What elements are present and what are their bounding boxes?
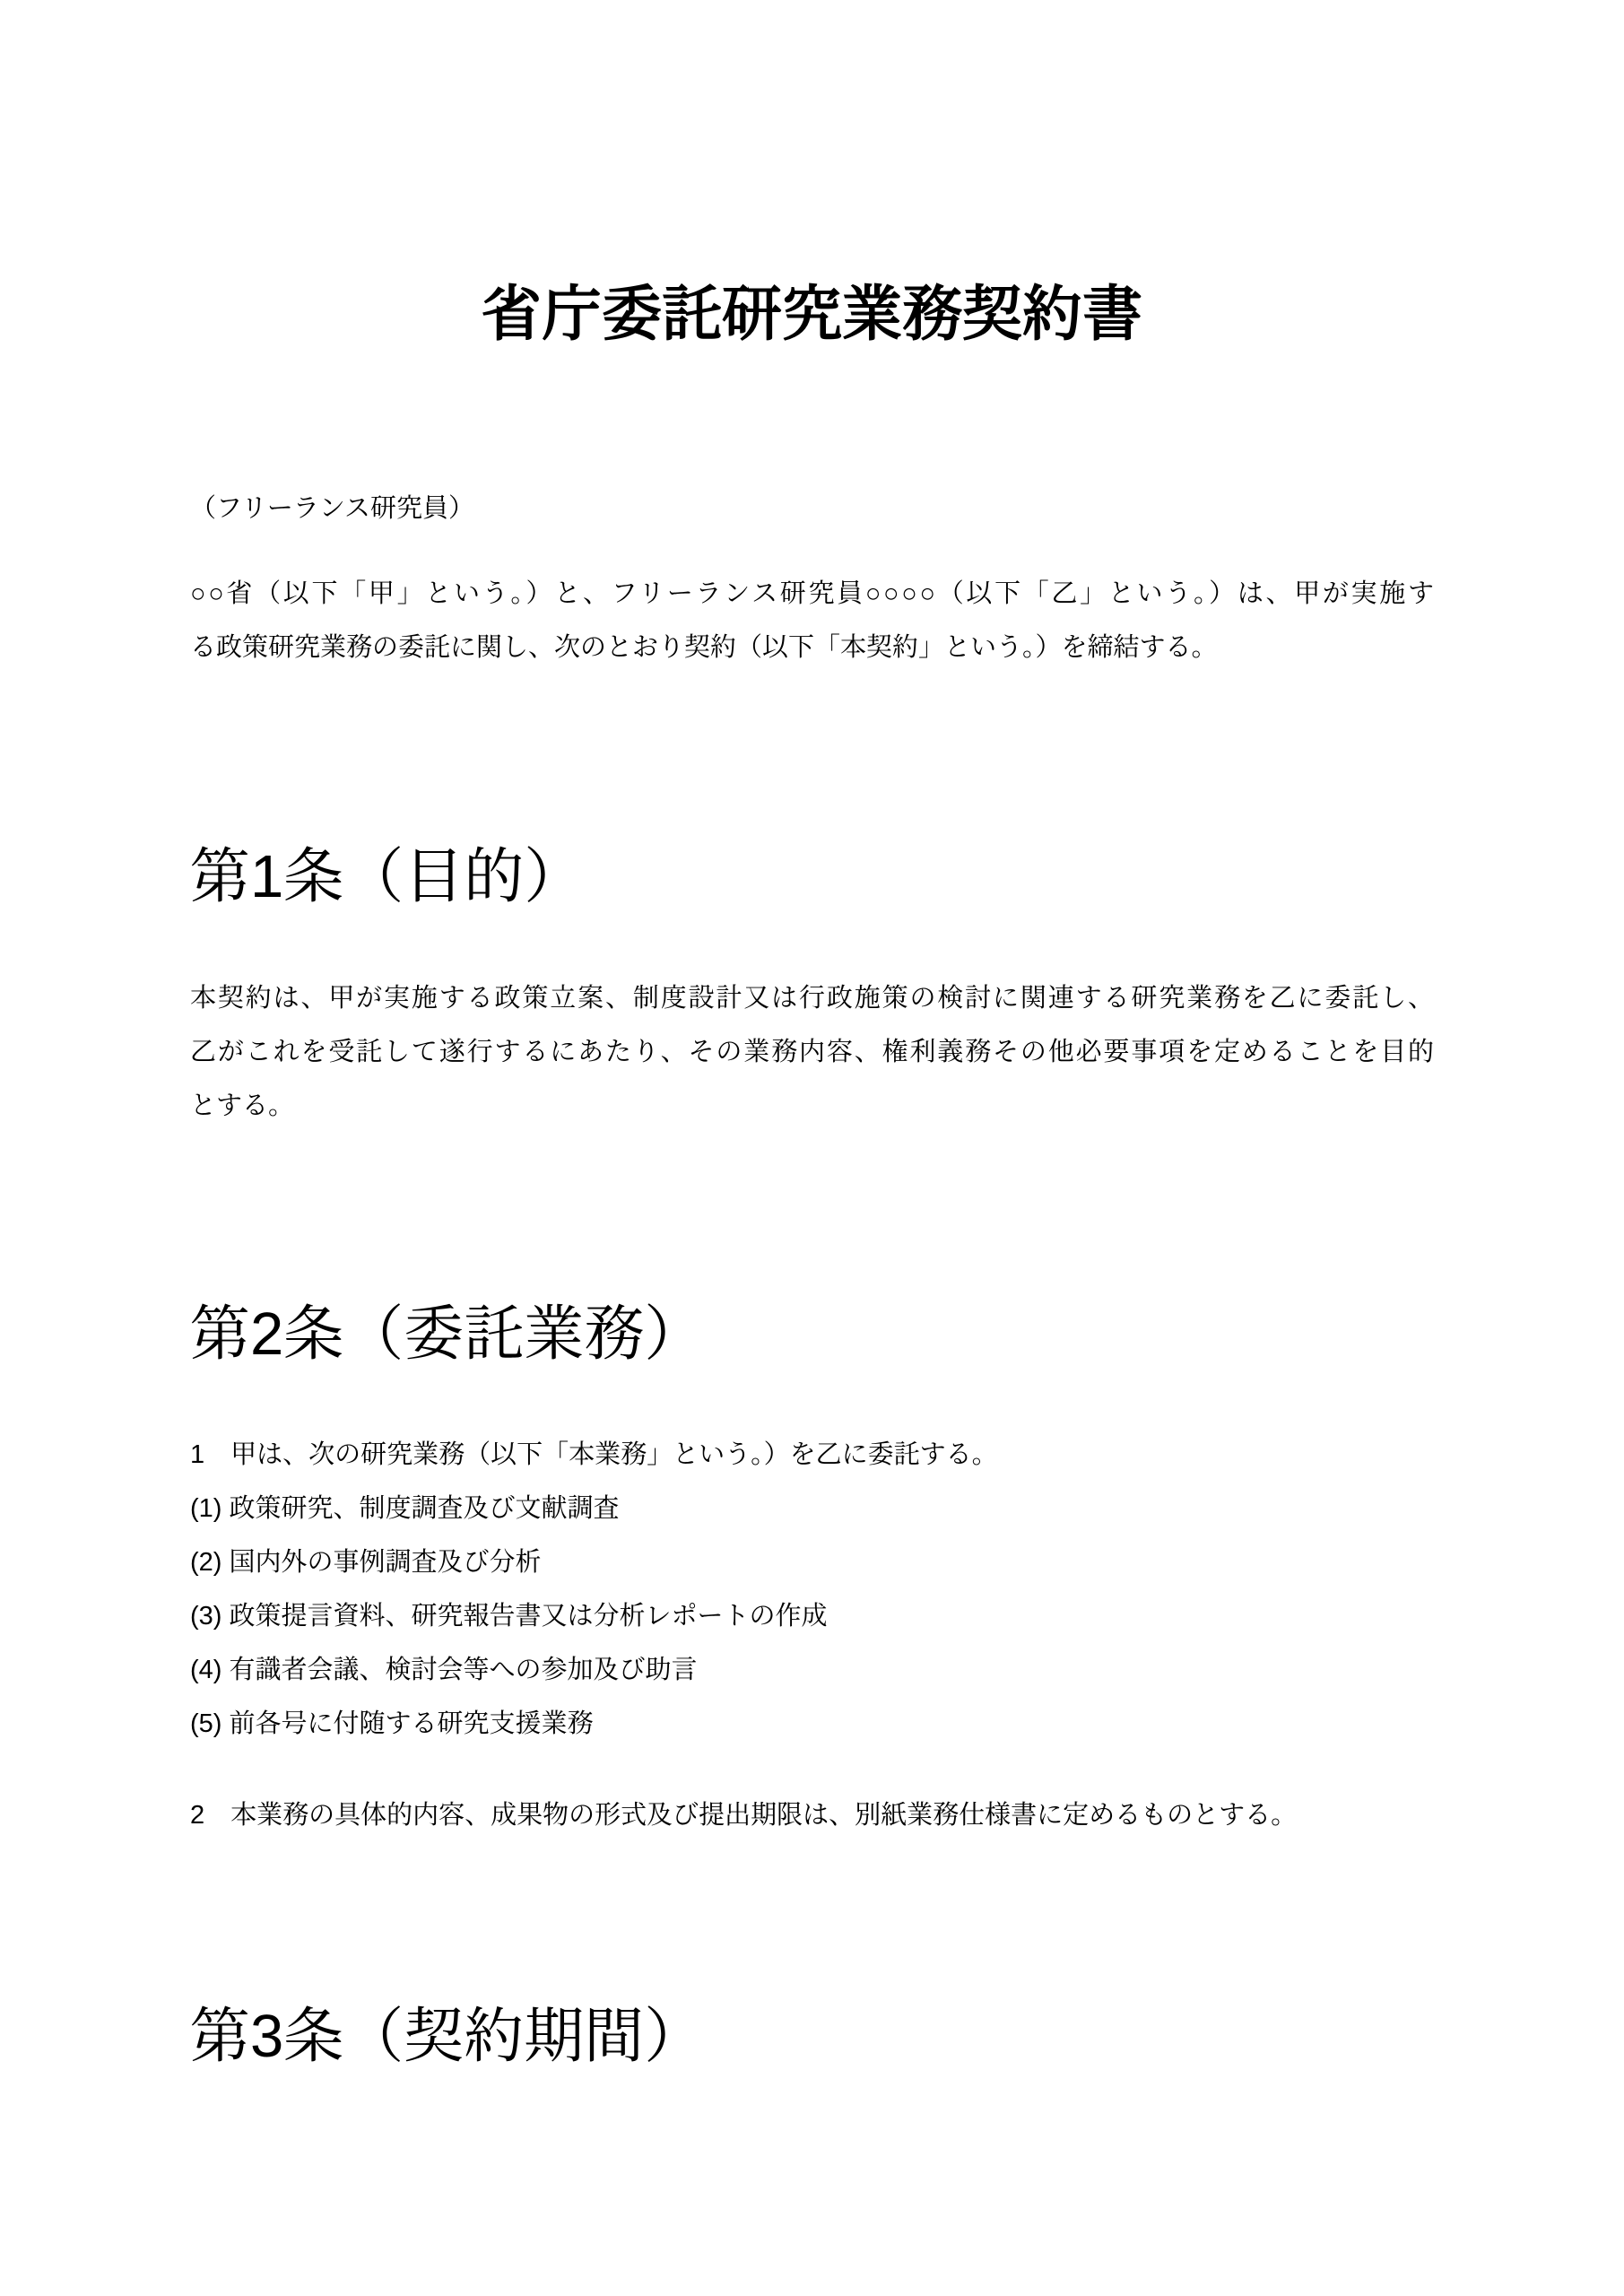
preamble-line-2: る政策研究業務の委託に関し、次のとおり契約（以下「本契約」という。）を締結する。	[190, 633, 1218, 662]
article-1-heading: 第1条（目的）	[190, 843, 585, 910]
article-1-line-1: 本契約は、甲が実施する政策立案、制度設計又は行政施策の検討に関連する研究業務を乙に委託し、	[190, 984, 1434, 1013]
article-1-line-2: 乙がこれを受託して遂行するにあたり、その業務内容、権利義務その他必要事項を定めることを目的	[190, 1038, 1434, 1066]
article-2-item-5: (5) 前各号に付随する研究支援業務	[190, 1709, 594, 1738]
article-2-clause-2: 2 本業務の具体的内容、成果物の形式及び提出期限は、別紙業務仕様書に定めるものとする。	[190, 1801, 1298, 1830]
party-type-note: （フリーランス研究員）	[190, 494, 474, 523]
preamble-line-1: ○○省（以下「甲」という。）と、フリーランス研究員○○○○（以下「乙」という。）は、甲が実施す	[190, 579, 1434, 608]
article-3-heading: 第3条（契約期間）	[190, 2003, 705, 2070]
article-2-item-4: (4) 有識者会議、検討会等への参加及び助言	[190, 1656, 698, 1684]
article-2-clause-1: 1 甲は、次の研究業務（以下「本業務」という。）を乙に委託する。	[190, 1440, 998, 1469]
article-2-item-3: (3) 政策提言資料、研究報告書又は分析レポートの作成	[190, 1602, 828, 1631]
article-2-clause-1-block	[190, 1428, 1434, 1751]
article-2-item-1: (1) 政策研究、制度調査及び文献調査	[190, 1494, 620, 1523]
article-1-body	[190, 971, 1434, 1133]
article-1-line-3: とする。	[190, 1091, 295, 1120]
article-2-item-2: (2) 国内外の事例調査及び分析	[190, 1548, 542, 1577]
contract-document-page	[190, 0, 1434, 2075]
preamble-paragraph	[190, 567, 1434, 674]
document-title: 省庁委託研究業務契約書	[482, 281, 1142, 348]
article-2-heading: 第2条（委託業務）	[190, 1300, 705, 1368]
